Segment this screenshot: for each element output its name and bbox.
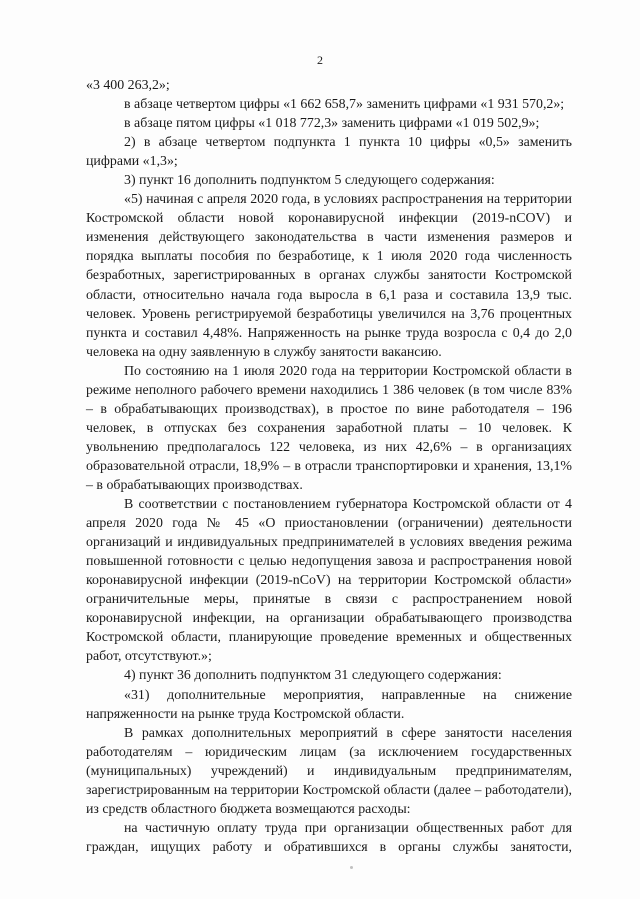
paragraph-partial-payment: на частичную оплату труда при организации общественных работ для граждан, ищущих работу и обратившихся в органы службы занятости,: [86, 820, 572, 855]
paragraph-july-status: По состоянию на 1 июля 2020 года на территории Костромской области в режиме неполного рабочего времени находились 1 386 человек (в том числе 83% – в обрабатывающих производствах), в простое по вине работодателя – 196 человек, в отпусках без сохранения заработной платы – 10 человек. К увольнению предполагалось 122 человека, из них 42,6% – в организациях образовательной отрасли, 18,9% – в отрасли транспортировки и хранения, 13,1% – в обрабатывающих производствах.: [86, 363, 572, 493]
page-number: 2: [317, 53, 323, 67]
paragraph-amendment-abzac-5: в абзаце пятом цифры «1 018 772,3» заменить цифрами «1 019 502,9»;: [124, 116, 540, 132]
paragraph-continuation: «3 400 263,2»;: [86, 78, 170, 93]
scan-speck: [350, 866, 353, 869]
paragraph-amendment-abzac-4: в абзаце четвертом цифры «1 662 658,7» заменить цифрами «1 931 570,2»;: [124, 97, 565, 113]
paragraph-item-3: 3) пункт 16 дополнить подпунктом 5 следующего содержания:: [124, 173, 495, 189]
paragraph-subitem-31: «31) дополнительные мероприятия, направленные на снижение напряженности на рынке труда Костромской области.: [86, 687, 572, 722]
paragraph-subitem-5: «5) начиная с апреля 2020 года, в условиях распространения на территории Костромской области новой коронавирусной инфекции (2019-nCOV) и изменения действующего законодательства в части изменения размеров и порядка выплаты пособия по безработице, к 1 июля 2020 года численность безработных, зарегистрированных в органах службы занятости Костромской области, относительно начала года выросла в 6,1 раза и составила 13,9 тыс. человек. Уровень регистрируемой безработицы увеличился на 3,76 процентных пункта и составил 4,48%. Напряженность на рынке труда возросла с 0,4 до 2,0 человека на одну заявленную в службу занятости вакансию.: [86, 192, 572, 360]
paragraph-governor-decree: В соответствии с постановлением губернатора Костромской области от 4 апреля 2020 года № 45 «О приостановлении (ограничении) деятельности организаций и индивидуальных предпринимателей в условиях введения режима повышенной готовности с целью недопущения завоза и распространения новой коронавирусной инфекции (2019-nCoV) на территории Костромской области» ограничительные меры, принятые в связи с распространением новой коронавирусной инфекции, на организации обрабатывающего производства Костромской области, планирующие проведение временных и общественных работ, отсутствуют.»;: [86, 497, 572, 665]
paragraph-additional-measures: В рамках дополнительных мероприятий в сфере занятости населения работодателям – юридическим лицам (за исключением государственных (муниципальных) учреждений) и индивидуальным предпринимателям, зарегистрированным на территории Костромской области (далее – работодатели), из средств областного бюджета возмещаются расходы:: [86, 725, 572, 817]
paragraph-item-4: 4) пункт 36 дополнить подпунктом 31 следующего содержания:: [124, 668, 502, 684]
paragraph-item-2: 2) в абзаце четвертом подпункта 1 пункта 10 цифры «0,5» заменить цифрами «1,3»;: [86, 135, 572, 170]
document-body: [86, 76, 572, 857]
